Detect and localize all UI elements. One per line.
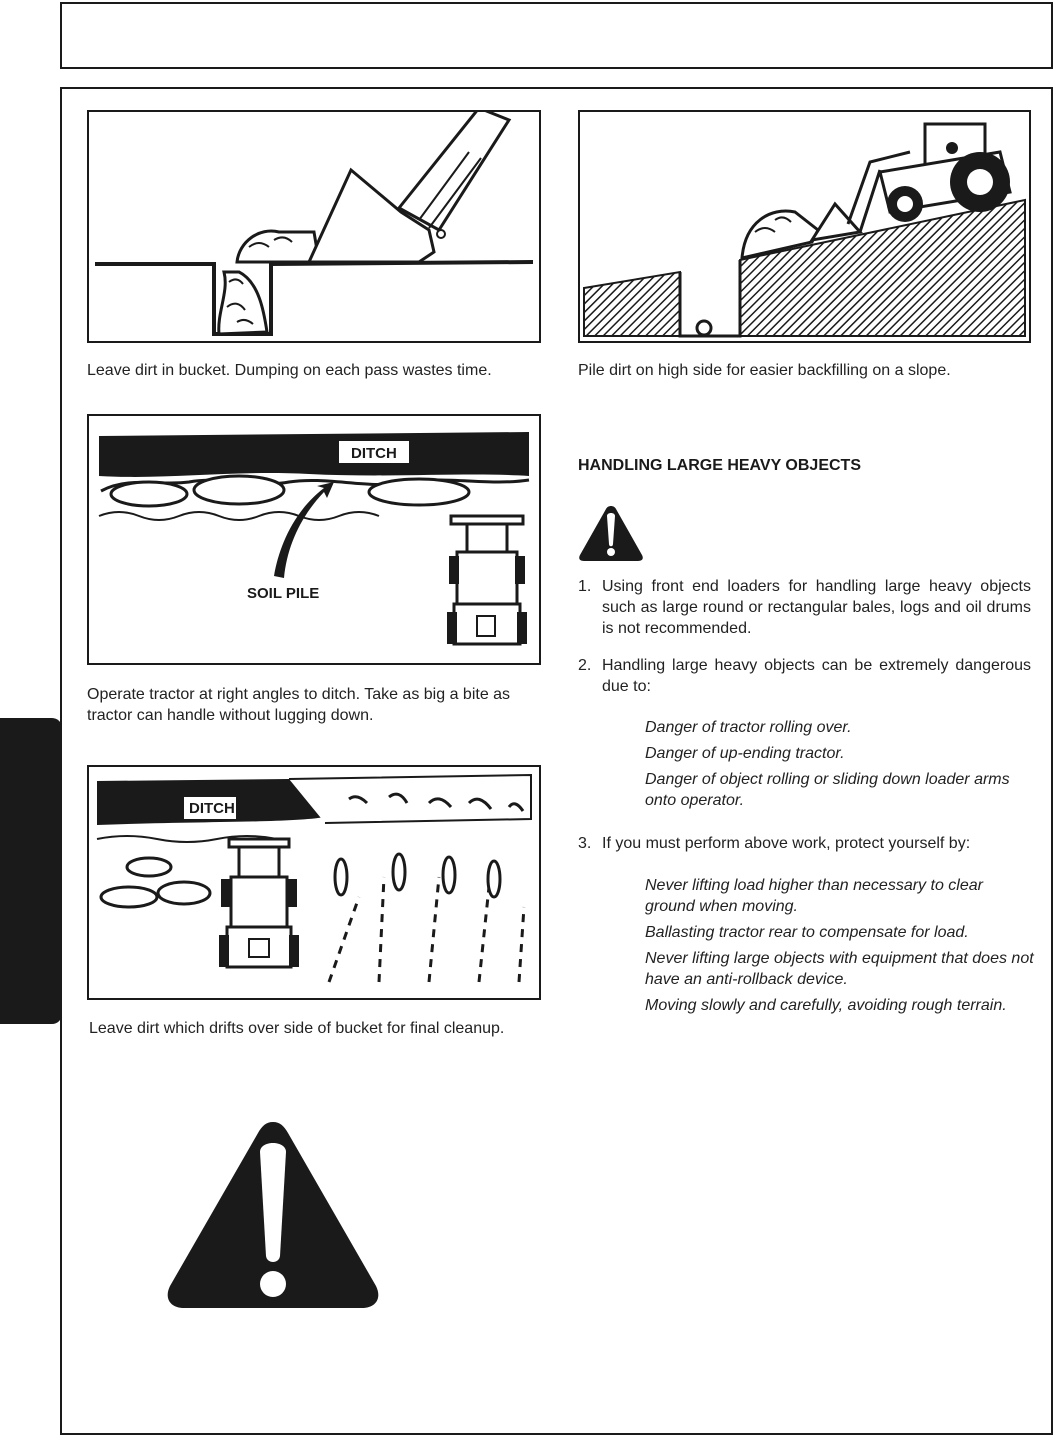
soil-pile-label: SOIL PILE xyxy=(247,585,320,602)
protection-item: Ballasting tractor rear to compensate for load. xyxy=(645,924,969,941)
bucket-caption: Leave dirt in bucket. Dumping on each pass wastes time. xyxy=(87,362,492,379)
list-text: Using front end loaders for handling large heavy objects such as large round or rectangular bales, logs and oil drums is not recommended. xyxy=(602,578,1031,637)
slope-caption: Pile dirt on high side for easier backfilling on a slope. xyxy=(578,362,951,379)
ditch-label: DITCH xyxy=(351,445,397,462)
warning-triangle-small-icon xyxy=(578,504,644,562)
danger-item: Danger of object rolling or sliding down loader arms onto operator. xyxy=(645,771,1010,809)
ditch-illustration xyxy=(87,414,541,665)
list-text: If you must perform above work, protect yourself by: xyxy=(602,835,971,852)
protection-item: Never lifting load higher than necessary to clear ground when moving. xyxy=(645,877,983,915)
list-text: Handling large heavy objects can be extremely dangerous due to: xyxy=(602,657,1031,695)
page-header-box xyxy=(60,2,1053,69)
cleanup-illustration xyxy=(87,765,541,1000)
list-number: 2. xyxy=(578,657,592,674)
warning-triangle-icon xyxy=(164,1118,382,1310)
danger-item: Danger of up-ending tractor. xyxy=(645,745,845,762)
list-item-3 xyxy=(578,833,1031,854)
ditch-caption: Operate tractor at right angles to ditch. Take as big a bite as tractor can handle without lugging down. xyxy=(87,686,511,724)
section-side-tab xyxy=(0,718,62,1024)
protection-item: Never lifting large objects with equipment that does not have an anti-rollback device. xyxy=(645,950,1034,988)
danger-item: Danger of tractor rolling over. xyxy=(645,719,852,736)
list-number: 3. xyxy=(578,835,592,852)
bucket-illustration xyxy=(87,110,541,343)
slope-illustration xyxy=(578,110,1031,343)
list-item-2 xyxy=(578,655,1031,697)
cleanup-caption: Leave dirt which drifts over side of bucket for final cleanup. xyxy=(89,1020,505,1037)
cleanup-ditch-label: DITCH xyxy=(189,800,235,817)
list-number: 1. xyxy=(578,578,592,595)
list-item-1 xyxy=(578,576,1031,639)
section-heading: HANDLING LARGE HEAVY OBJECTS xyxy=(578,457,861,474)
protection-item: Moving slowly and carefully, avoiding rough terrain. xyxy=(645,997,1007,1014)
